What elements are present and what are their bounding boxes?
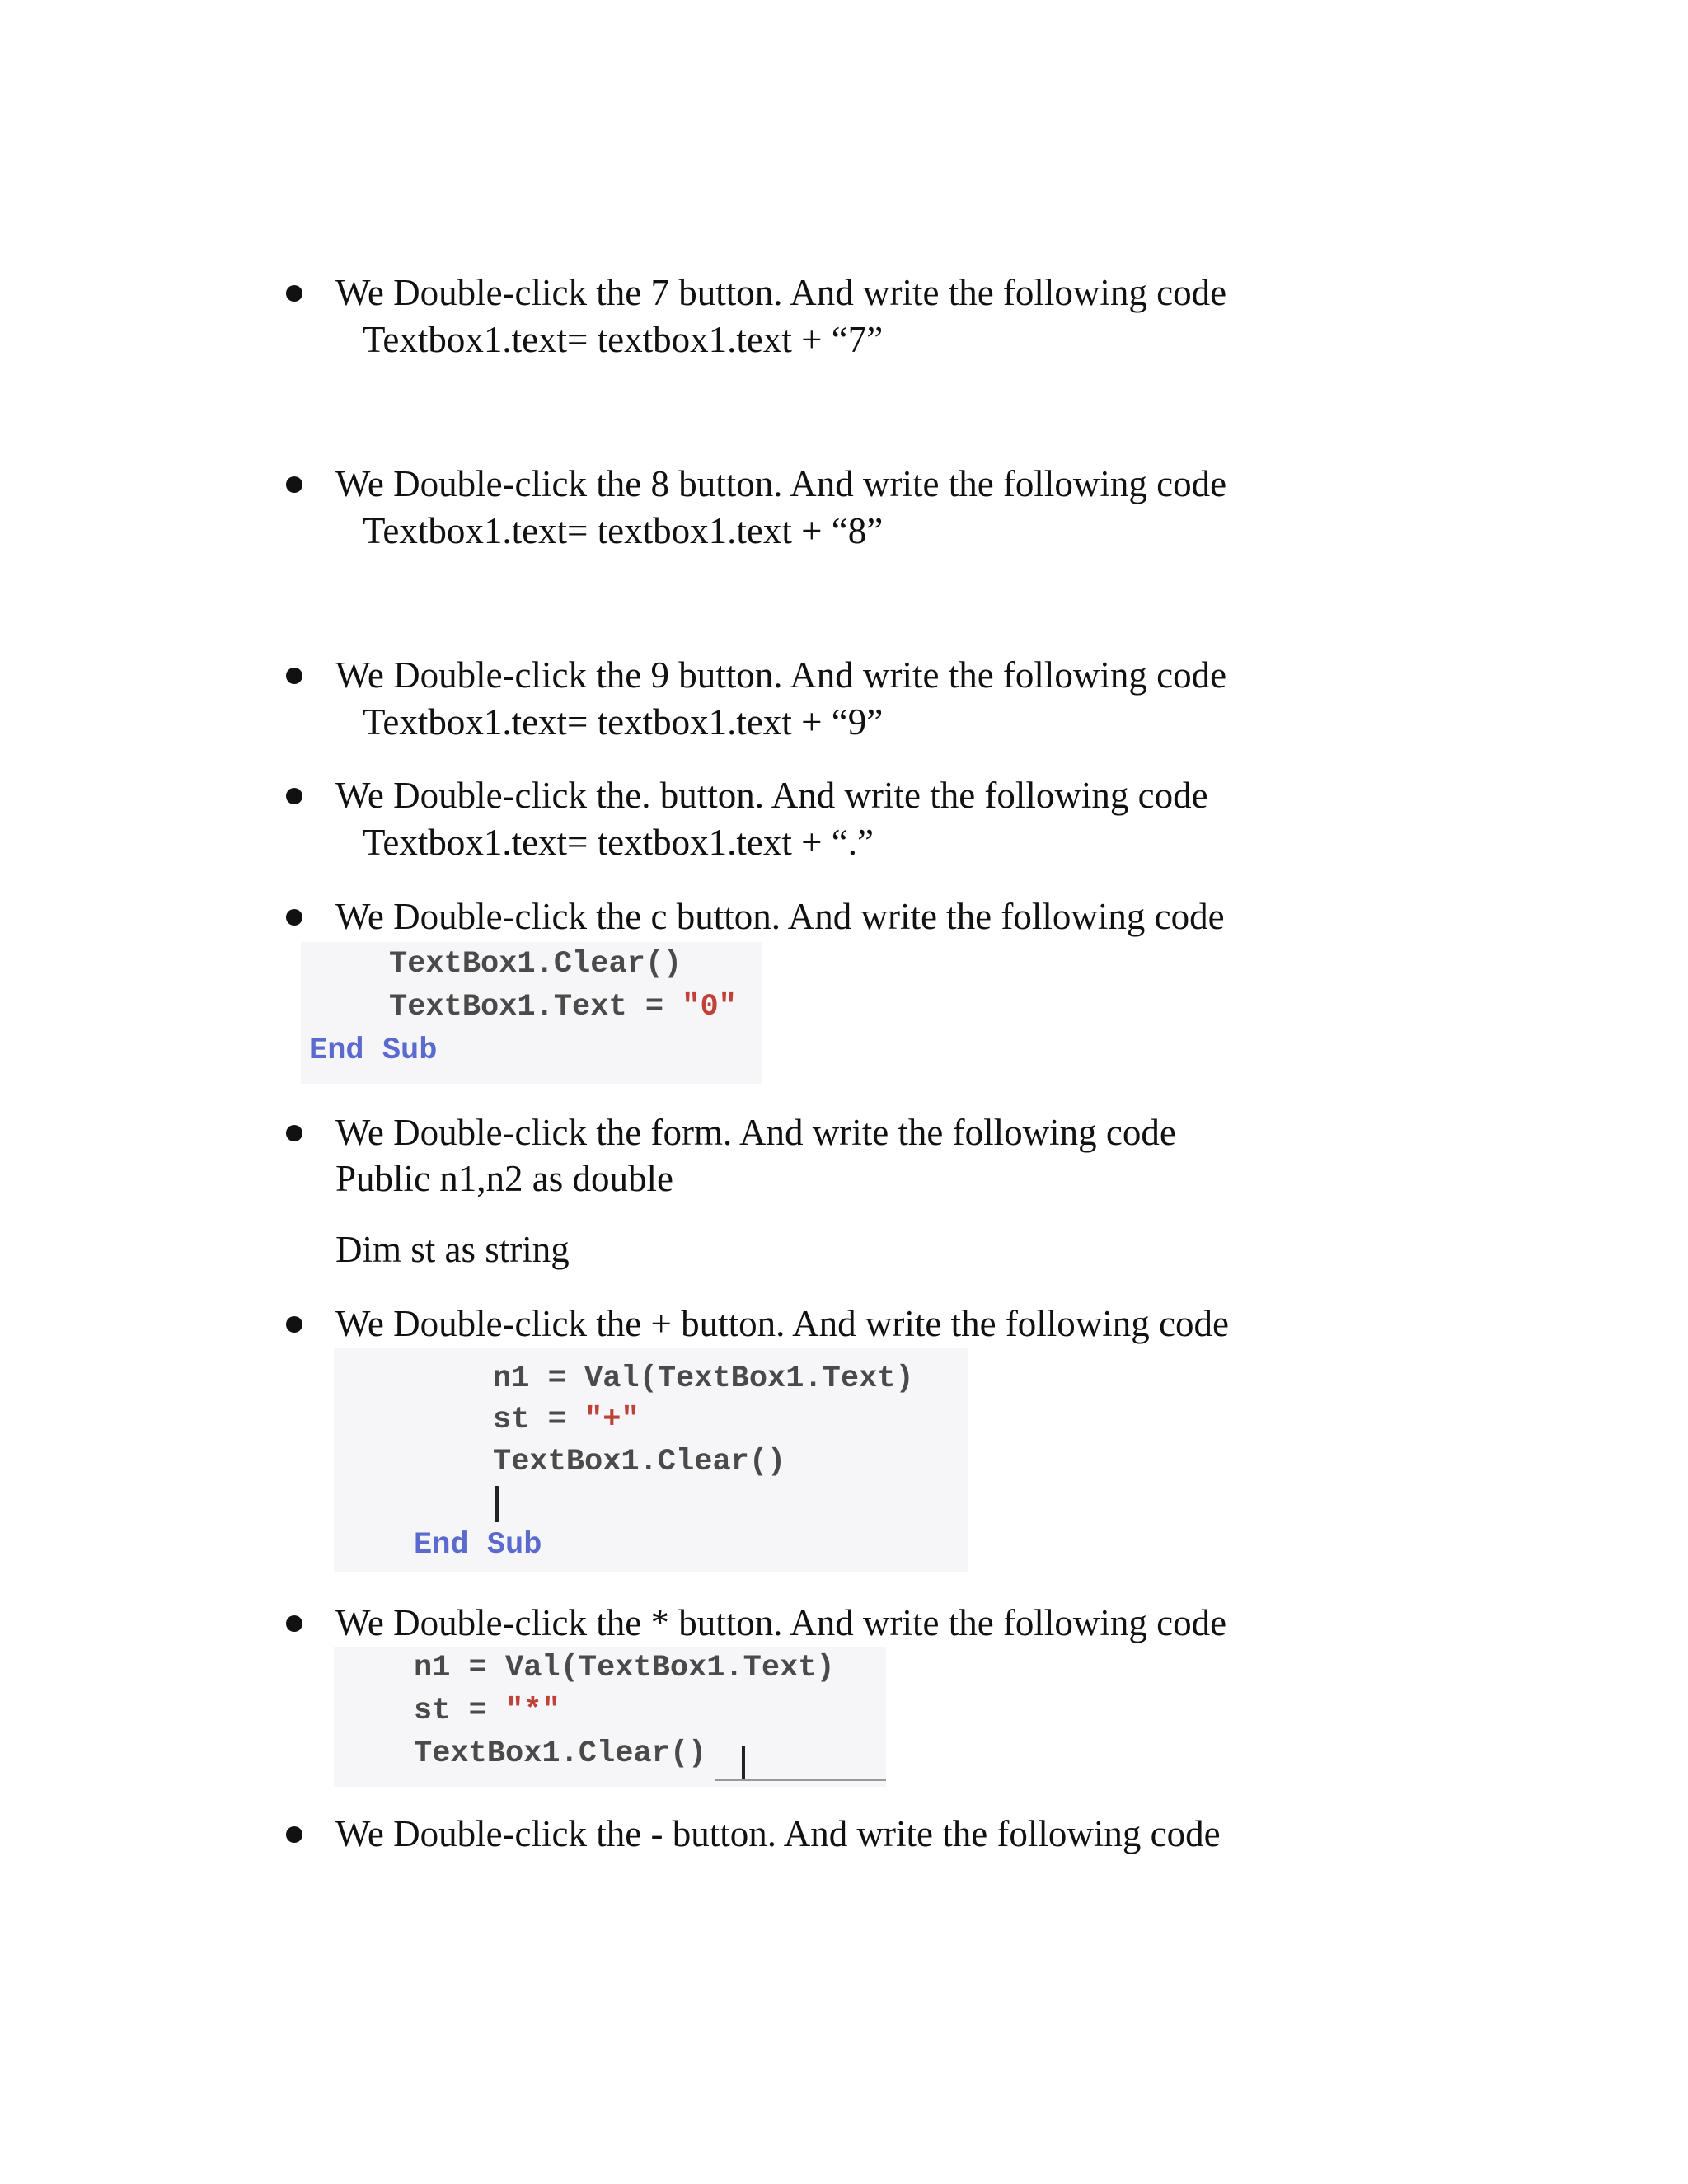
bullet-icon bbox=[286, 1125, 302, 1141]
code-line: n1 = Val(TextBox1.Text) bbox=[493, 1361, 914, 1396]
step-heading: We Double-click the c button. And write the following code bbox=[335, 896, 1225, 937]
bullet-icon bbox=[286, 1316, 302, 1333]
code-line: End Sub bbox=[309, 1033, 438, 1068]
code-line: n1 = Val(TextBox1.Text) bbox=[414, 1651, 835, 1685]
step-code: Textbox1.text= textbox1.text + “8” bbox=[363, 510, 884, 551]
bullet-icon bbox=[286, 476, 302, 493]
bullet-icon bbox=[286, 909, 302, 926]
step-heading: We Double-click the 8 button. And write the following code bbox=[335, 463, 1227, 504]
step-heading: We Double-click the. button. And write the following code bbox=[335, 775, 1208, 816]
code-line: st = "+" bbox=[493, 1403, 640, 1437]
step-heading: We Double-click the - button. And write the following code bbox=[335, 1813, 1221, 1854]
bullet-icon bbox=[286, 1615, 302, 1632]
code-line: TextBox1.Clear() bbox=[493, 1445, 786, 1479]
underline-divider bbox=[715, 1779, 886, 1781]
step-heading: We Double-click the * button. And write the following code bbox=[335, 1602, 1227, 1643]
step-heading: We Double-click the form. And write the following code bbox=[335, 1112, 1176, 1153]
code-line: st = "*" bbox=[414, 1694, 560, 1728]
bullet-icon bbox=[286, 668, 302, 684]
step-code: Textbox1.text= textbox1.text + “9” bbox=[363, 701, 884, 743]
bullet-icon bbox=[286, 1826, 302, 1843]
code-line: TextBox1.Clear() bbox=[389, 947, 682, 982]
bullet-icon bbox=[286, 788, 302, 804]
code-line: TextBox1.Clear() bbox=[414, 1736, 707, 1771]
step-heading: We Double-click the + button. And write the following code bbox=[335, 1303, 1229, 1344]
bullet-icon bbox=[286, 285, 302, 302]
step-heading: We Double-click the 9 button. And write the following code bbox=[335, 654, 1227, 696]
code-line: TextBox1.Text = "0" bbox=[389, 990, 737, 1024]
step-code: Textbox1.text= textbox1.text + “.” bbox=[363, 822, 874, 863]
step-code: Textbox1.text= textbox1.text + “7” bbox=[363, 319, 884, 360]
code-line: End Sub bbox=[414, 1528, 542, 1563]
step-code: Dim st as string bbox=[335, 1229, 570, 1270]
step-heading: We Double-click the 7 button. And write the following code bbox=[335, 272, 1227, 313]
text-cursor-icon bbox=[742, 1746, 745, 1779]
text-cursor-icon bbox=[495, 1486, 499, 1522]
step-code: Public n1,n2 as double bbox=[335, 1158, 673, 1199]
